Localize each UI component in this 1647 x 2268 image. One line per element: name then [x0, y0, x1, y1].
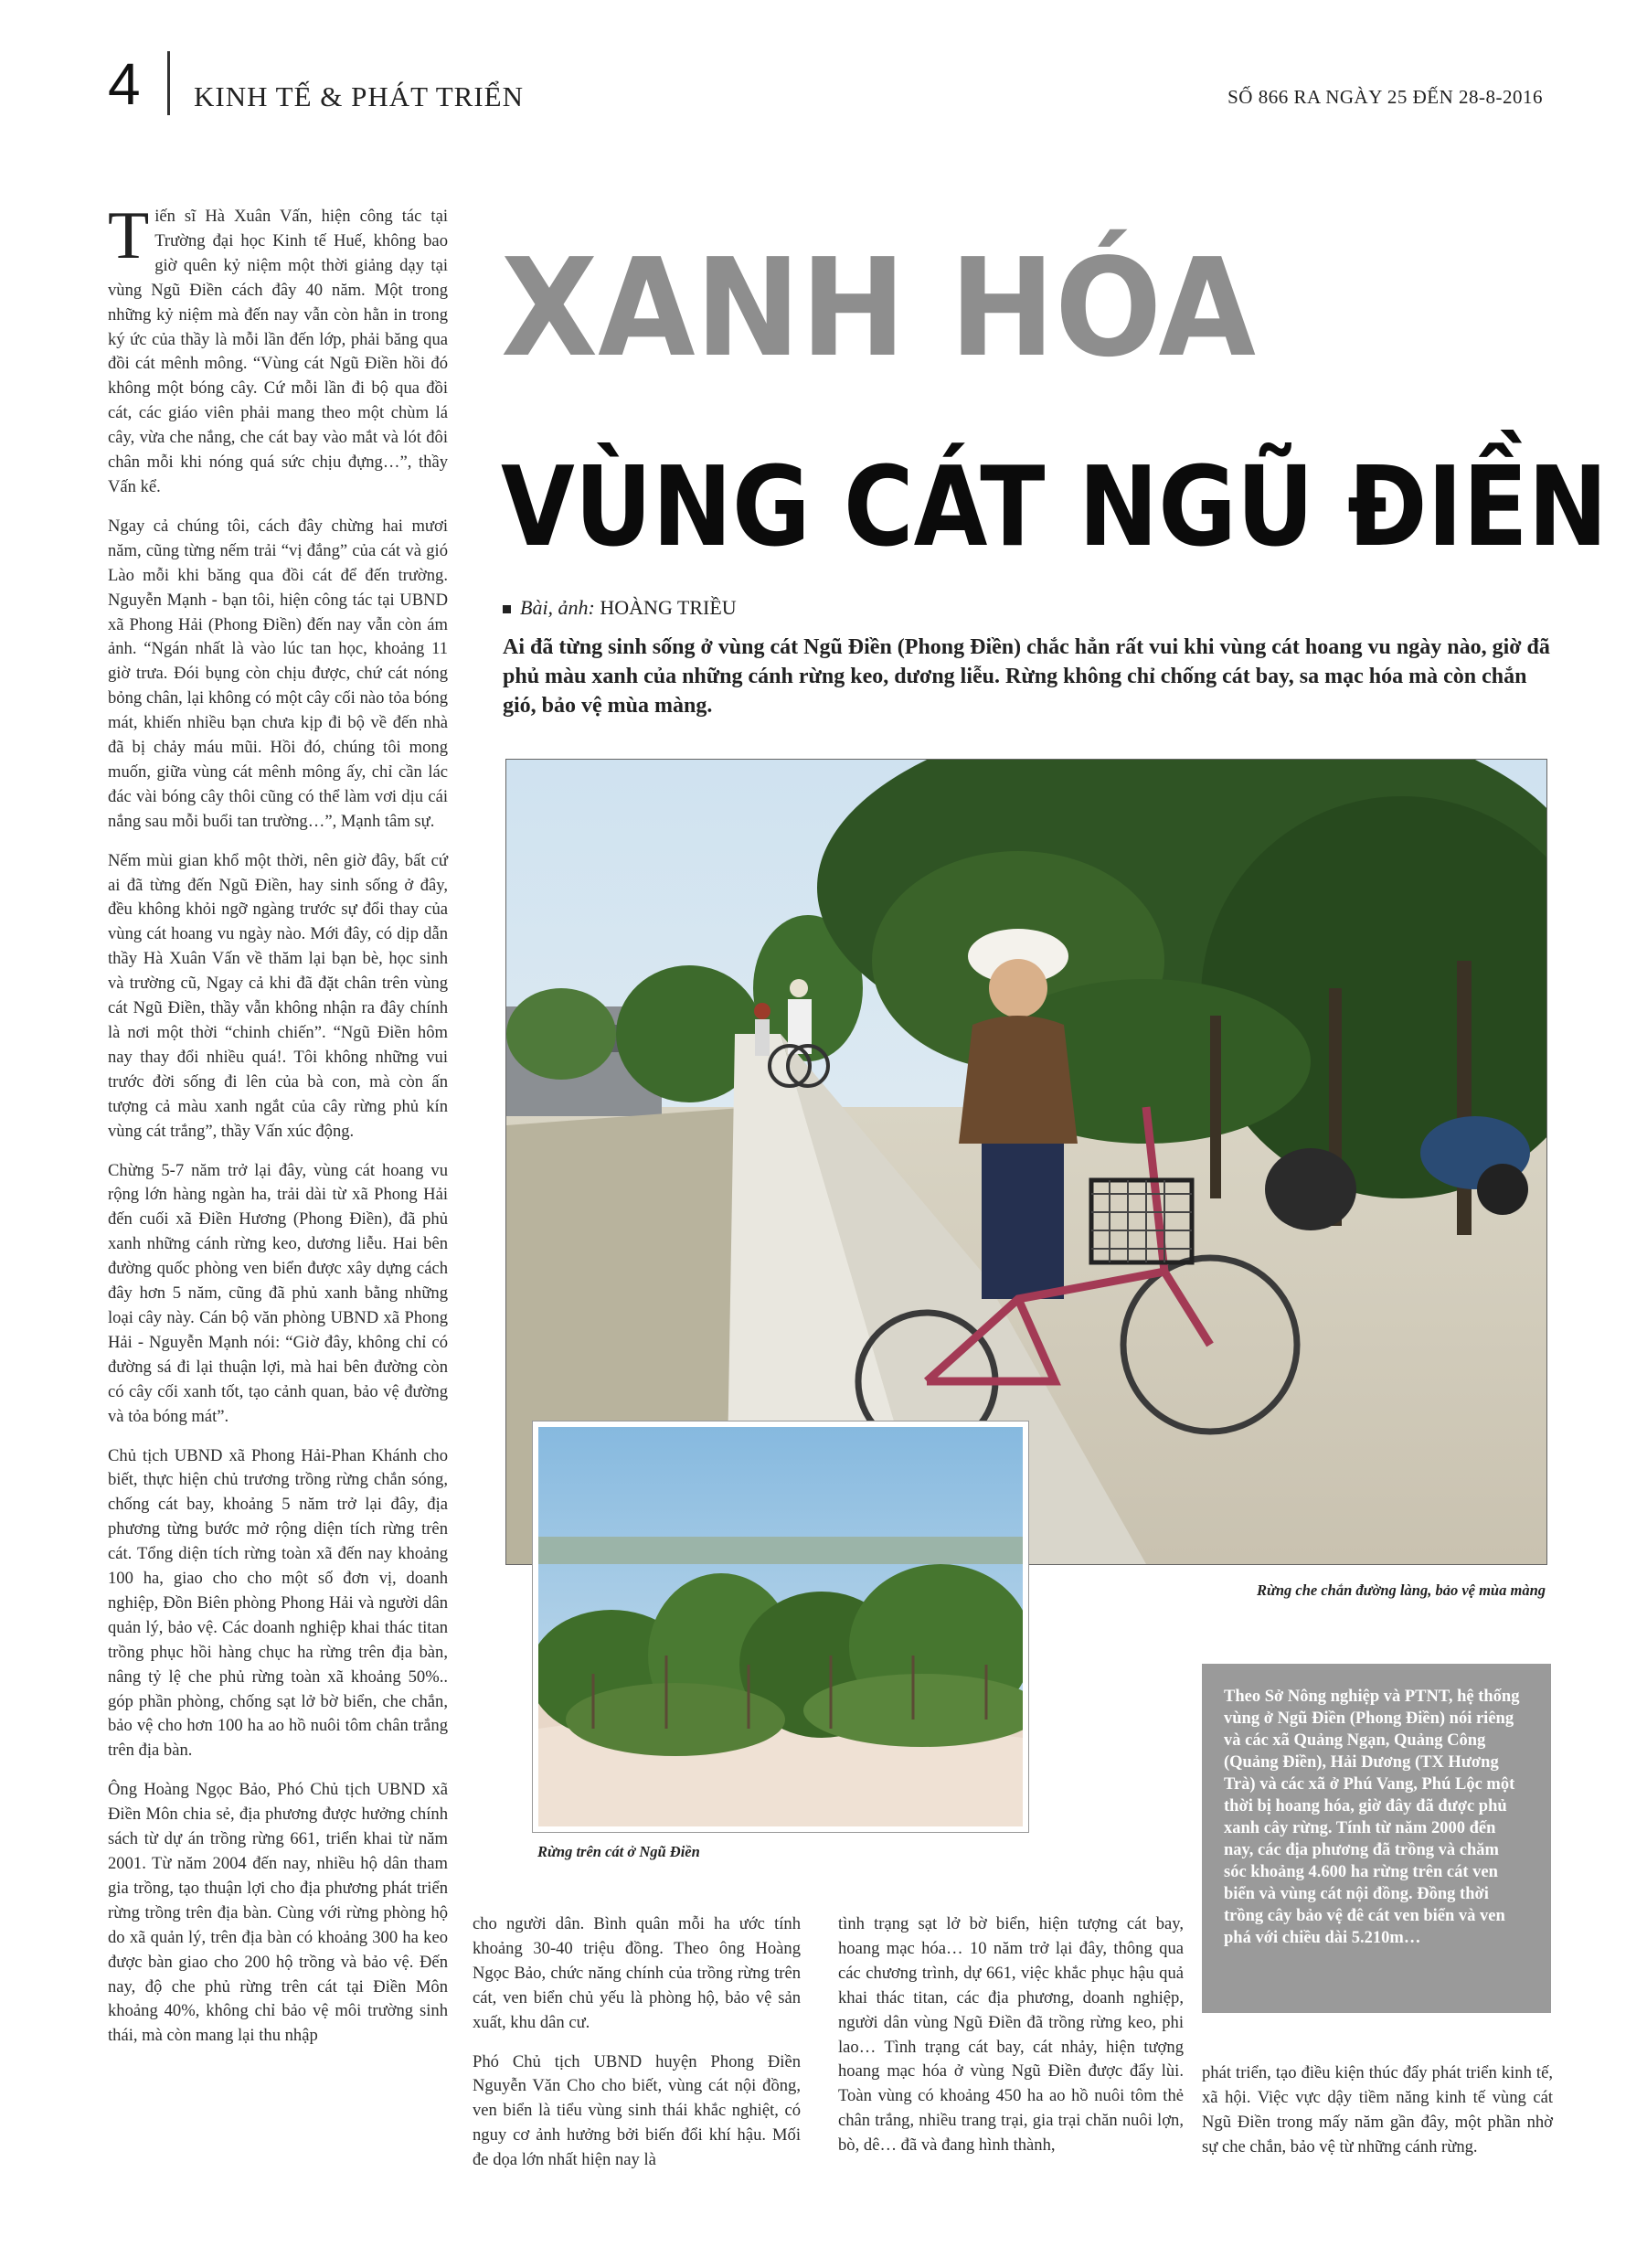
byline [503, 596, 737, 620]
bullet-square-icon [503, 605, 511, 613]
drop-cap: T [108, 198, 150, 273]
paragraph-9: tình trạng sạt lở bờ biển, hiện tượng cát bay, hoang mạc hóa… 10 năm trở lại đây, thông qua các chương trình, dự 661, việc khắc phục hậu quả khai thác titan, các địa phương, doanh nghiệp, người dân vùng Ngũ Điền đã trồng rừng keo, phi lao… Tình trạng cát bay, cát nhảy, hiện tượng hoang mạc hóa ở vùng Ngũ Điền được đẩy lùi. Toàn vùng có khoảng 450 ha ao hồ nuôi tôm thẻ chân trắng, nhiều trang trại, gia trại chăn nuôi lợn, bò, dê… đã và đang hình thành, [838, 1914, 1184, 2156]
headline-line-1: XANH HÓA [501, 229, 1256, 387]
main-photo-caption: Rừng che chắn đường làng, bảo vệ mùa màng [1256, 1581, 1546, 1599]
paragraph-3: Nếm mùi gian khổ một thời, nên giờ đây, bất cứ ai đã từng đến Ngũ Điền, hay sinh sống ở đây, đều không khỏi ngỡ ngàng trước sự đổi thay của vùng cát hoang vu ngày nào. Mới đây, có dịp dẫn thầy Hà Xuân Vấn về thăm lại bạn bè, học sinh và trường cũ, Ngay cả khi đã đặt chân trên vùng cát Ngũ Điền, thầy vẫn không nhận ra đây chính là nơi một thời “chinh chiến”. “Ngũ Điền hôm nay thay đổi nhiều quá!. Tôi không những vui trước đời sống đi lên của bà con, mà còn ấn tượng cả màu xanh ngắt của cây rừng phủ kín vùng cát trắng”, thầy Vấn xúc động. [108, 850, 448, 1141]
paragraph-1-text: iến sĩ Hà Xuân Vấn, hiện công tác tại Trường đại học Kinh tế Huế, không bao giờ quên kỷ niệm một thời giảng dạy tại vùng Ngũ Điền cách đây 40 năm. Một trong những kỷ niệm mà đến nay vẫn còn hằn in trong ký ức của thầy là mỗi lần đến lớp, phải băng qua đồi cát mênh mông. “Vùng cát Ngũ Điền hồi đó không một bóng cây. Cứ mỗi lần đi bộ qua đồi cát, các giáo viên phải mang theo một chùm lá cây, vừa che nắng, che cát bay vào mắt và lót đôi chân mỗi khi nóng quá sức chịu đựng…”, thầy Vấn kể. [108, 207, 448, 496]
paragraph-7: cho người dân. Bình quân mỗi ha ước tính khoảng 30-40 triệu đồng. Theo ông Hoàng Ngọc Bảo, chức năng chính của trồng rừng trên cát, ven biển chủ yếu là phòng hộ, bảo vệ sản xuất, khu dân cư. [473, 1914, 801, 2032]
inset-photo-forest-on-sand [533, 1421, 1028, 1832]
byline-author: HOÀNG TRIỀU [600, 596, 737, 619]
issue-date: SỐ 866 RA NGÀY 25 ĐẾN 28-8-2016 [1227, 86, 1543, 108]
paragraph-8: Phó Chủ tịch UBND huyện Phong Điền Nguyễn Văn Cho cho biết, vùng cát nội đồng, ven biển là tiểu vùng sinh thái khắc nghiệt, có nguy cơ ảnh hưởng bởi biến đổi khí hậu. Mối đe dọa lớn nhất hiện nay là [473, 2051, 801, 2170]
lead-paragraph: Ai đã từng sinh sống ở vùng cát Ngũ Điền (Phong Điền) chắc hẳn rất vui khi vùng cát hoang vu ngày nào, giờ đã phủ màu xanh của những cánh rừng keo, dương liễu. Rừng không chỉ chống cát bay, sa mạc hóa mà còn chắn gió, bảo vệ mùa màng. [503, 635, 1550, 718]
paragraph-2: Ngay cả chúng tôi, cách đây chừng hai mươi năm, cũng từng nếm trải “vị đắng” của cát và gió Lào mỗi khi băng qua đồi cát để đến trường. Nguyễn Mạnh - bạn tôi, hiện công tác tại UBND xã Phong Hải (Phong Điền) đến nay vẫn còn ám ảnh. “Ngán nhất là vào lúc tan học, khoảng 11 giờ trưa. Đói bụng còn chịu được, chứ cát nóng bỏng chân, lại không có một cây cối nào tỏa bóng mát, khiến nhiều bạn chưa kịp đi bộ về đến nhà đã bị chảy máu mũi. Hồi đó, chúng tôi mong muốn, giữa vùng cát mênh mông ấy, chỉ cần lác đác vài bóng cây thôi cũng có thể làm vơi dịu cái nắng sau mỗi buổi tan trường…”, Mạnh tâm sự. [108, 516, 448, 831]
section-title: KINH TẾ & PHÁT TRIỂN [194, 80, 524, 112]
article-column-4 [1202, 2061, 1553, 2175]
article-column-1 [108, 198, 448, 2063]
inset-photo-caption: Rừng trên cát ở Ngũ Điền [537, 1843, 700, 1860]
byline-label: Bài, ảnh: [520, 596, 595, 619]
article-column-3 [838, 1912, 1184, 2173]
paragraph-10: phát triển, tạo điều kiện thúc đẩy phát triển kinh tế, xã hội. Việc vực dậy tiềm năng kinh tế vùng cát Ngũ Điền trong mấy năm gần đây, một phần nhờ sự che chắn, bảo vệ từ những cánh rừng. [1202, 2063, 1553, 2156]
paragraph-1 [108, 198, 448, 500]
sidebar-text: Theo Sở Nông nghiệp và PTNT, hệ thống vùng ở Ngũ Điền (Phong Điền) nói riêng và các xã Quảng Ngạn, Quảng Công (Quảng Điền), Hải Dương (TX Hương Trà) và các xã ở Phú Vang, Phú Lộc một thời bị hoang hóa, giờ đây đã được phủ xanh cây rừng. Tính từ năm 2000 đến nay, các địa phương đã trồng và chăm sóc khoảng 4.600 ha rừng trên cát ven biển và vùng cát nội đồng. Đồng thời trồng cây bảo vệ đê cát ven biển và ven phá với chiều dài 5.210m… [1224, 1688, 1520, 1947]
article-column-2 [473, 1912, 801, 2188]
paragraph-4: Chừng 5-7 năm trở lại đây, vùng cát hoang vu rộng lớn hàng ngàn ha, trải dài từ xã Phong Hải đến cuối xã Điền Hương (Phong Điền), đã phủ xanh những cánh rừng keo, dương liễu. Hai bên đường quốc phòng ven biển được xây dựng cách đây hơn 5 năm, cũng đã phủ xanh bằng những loại cây này. Cán bộ văn phòng UBND xã Phong Hải - Nguyễn Mạnh nói: “Giờ đây, không chỉ có đường sá đi lại thuận lợi, mà hai bên đường còn có cây cối xanh tốt, tạo cảnh quan, bảo vệ đường và tỏa bóng mát”. [108, 1160, 448, 1426]
paragraph-5: Chủ tịch UBND xã Phong Hải-Phan Khánh cho biết, thực hiện chủ trương trồng rừng chắn sóng, chống cát bay, khoảng 5 năm trở lại đây, địa phương từng bước mở rộng diện tích rừng trên cát. Tổng diện tích rừng toàn xã đến nay khoảng 100 ha, giao cho cho một số đơn vị, doanh nghiệp, Đồn Biên phòng Phong Hải và người dân quản lý, bảo vệ. Các doanh nghiệp khai thác titan trồng phục hồi hàng chục ha rừng trên địa bàn, nâng tỷ lệ che phủ rừng toàn xã khoảng 50%.. góp phần phòng, chống sạt lở bờ biển, che chắn, bảo vệ cho hơn 100 ha ao hồ nuôi tôm chân trắng trên địa bàn. [108, 1445, 448, 1761]
headline-line-2: VÙNG CÁT NGŨ ĐIỀN [501, 444, 1609, 571]
page-number: 4 [108, 51, 141, 117]
paragraph-6: Ông Hoàng Ngọc Bảo, Phó Chủ tịch UBND xã Điền Môn chia sẻ, địa phương được hưởng chính sách từ dự án trồng rừng 661, triển khai từ năm 2001. Từ năm 2004 đến nay, nhiều hộ dân tham gia trồng, tạo thuận lợi cho địa phương phát triển rừng trồng trên địa bàn. Cùng với rừng phòng hộ do xã quản lý, trên địa bàn có khoảng 300 ha keo được bàn giao cho 200 hộ trồng và bảo vệ. Đến nay, độ che phủ rừng trên cát tại Điền Môn khoảng 40%, không chỉ bảo vệ môi trường sinh thái, mà còn mang lại thu nhập [108, 1780, 448, 2046]
header-divider [167, 51, 170, 115]
sidebar-box [1202, 1664, 1551, 2013]
